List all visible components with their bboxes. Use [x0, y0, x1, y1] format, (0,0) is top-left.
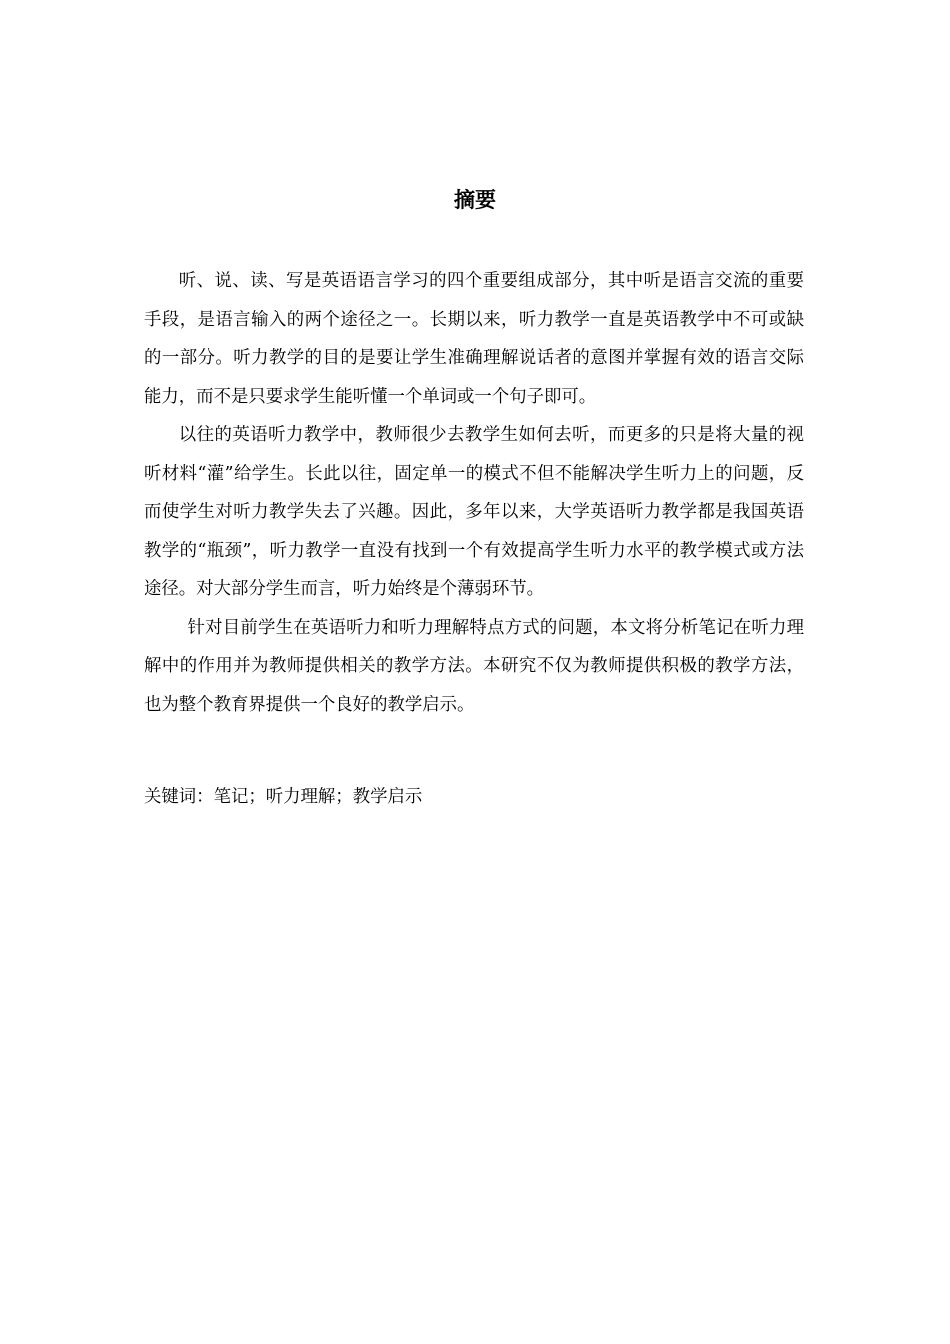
abstract-paragraph-1: 听、说、读、写是英语语言学习的四个重要组成部分，其中听是语言交流的重要手段，是语言输入的两个途径之一。长期以来，听力教学一直是英语教学中不可或缺的一部分。听力教学的目的是要让学生准确理解说话者的意图并掌握有效的语言交际能力，而不是只要求学生能听懂一个单词或一个句子即可。	[144, 271, 804, 407]
abstract-paragraph-2: 以往的英语听力教学中，教师很少去教学生如何去听，而更多的只是将大量的视听材料“灌”给学生。长此以往，固定单一的模式不但不能解决学生听力上的问题，反而使学生对听力教学失去了兴趣。因此，多年以来，大学英语听力教学都是我国英语教学的“瓶颈”，听力教学一直没有找到一个有效提高学生听力水平的教学模式或方法途径。对大部分学生而言，听力始终是个薄弱环节。	[144, 425, 804, 599]
abstract-body	[144, 262, 804, 724]
keywords-line: 关键词：笔记；听力理解；教学启示	[144, 787, 423, 807]
page-title: 摘要	[454, 187, 496, 212]
abstract-paragraph-3: 针对目前学生在英语听力和听力理解特点方式的问题，本文将分析笔记在听力理解中的作用并为教师提供相关的教学方法。本研究不仅为教师提供积极的教学方法，也为整个教育界提供一个良好的教学启示。	[144, 617, 804, 715]
